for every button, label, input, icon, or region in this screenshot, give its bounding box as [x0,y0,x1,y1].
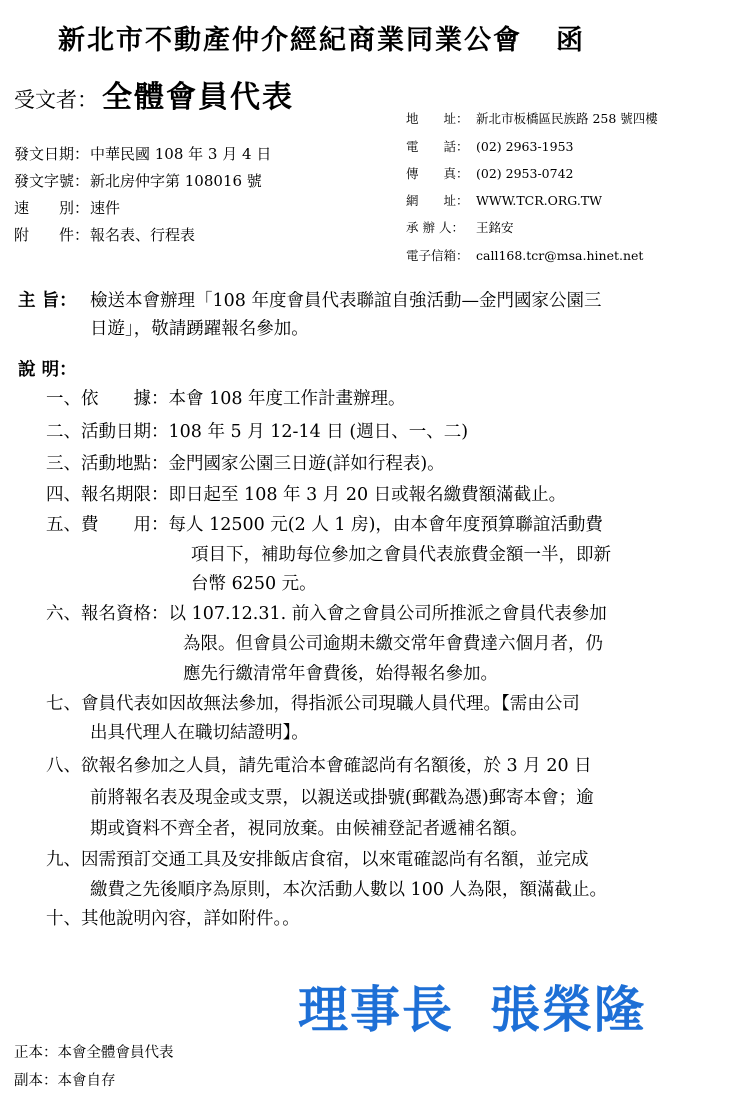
subject-label: 主 旨： [18,291,77,311]
item-eligibility-line-3: 應先行繳清常年會費後，始得報名參加。 [183,664,498,684]
item-booking: 九、因需預訂交通工具及安排飯店食宿，以來電確認尚有名額，並完成 [46,850,589,870]
distribution-original: 正本：本會全體會員代表 [14,1045,174,1061]
contact-fax: 傳 真： (02) 2953-0742 [406,166,574,181]
meta-speed: 速 別：速件 [14,199,121,217]
recipient-value: 全體會員代表 [102,80,294,115]
chairman-signature [298,970,646,1042]
distribution-copy: 副本：本會自存 [14,1073,116,1089]
item-event-date: 二、活動日期：108 年 5 月 12-14 日 (週日、一、二) [46,422,469,442]
subject-line-2: 日遊」，敬請踴躍報名參加。 [90,319,309,339]
organization-name: 新北市不動產仲介經紀商業同業公會 [58,25,522,56]
item-proxy: 七、會員代表如因故無法參加，得指派公司現職人員代理。【需由公司 [46,694,580,714]
item-eligibility-line-2: 為限。但會員公司逾期未繳交常年會費達六個月者，仍 [183,634,603,654]
item-proxy-line-2: 出具代理人在職切結證明】。 [90,723,309,743]
contact-handler: 承 辦 人： 王銘安 [406,220,514,235]
contact-address: 地 址： 新北市板橋區民族路 258 號四樓 [406,111,658,126]
letter-title [58,18,585,57]
signature-name: 張榮隆 [490,981,646,1039]
document-type: 函 [556,25,585,56]
item-deadline: 四、報名期限：即日起至 108 年 3 月 20 日或報名繳費額滿截止。 [46,485,567,505]
contact-website: 網 址： WWW.TCR.ORG.TW [406,193,602,208]
signature-title: 理事長 [298,981,454,1039]
item-fee-line-2: 項目下，補助每位參加之會員代表旅費金額一半，即新 [191,545,611,565]
item-eligibility: 六、報名資格：以 107.12.31. 前入會之會員公司所推派之會員代表參加 [46,604,607,624]
meta-doc-number: 發文字號：新北房仲字第 108016 號 [14,172,262,190]
item-fee: 五、費 用：每人 12500 元(2 人 1 房)，由本會年度預算聯誼活動費 [46,515,603,535]
item-event-location: 三、活動地點：金門國家公園三日遊(詳如行程表)。 [46,454,445,474]
item-fee-line-3: 台幣 6250 元。 [191,574,317,594]
recipient-label: 受文者： [14,88,98,112]
contact-phone: 電 話： (02) 2963-1953 [406,139,574,154]
explanation-label: 說 明： [18,360,77,380]
item-other: 十、其他說明內容，詳如附件。。 [46,909,300,929]
recipient-line [14,72,294,116]
subject-line-1: 檢送本會辦理「108 年度會員代表聯誼自強活動—金門國家公園三 [90,291,602,311]
item-basis: 一、依 據：本會 108 年度工作計畫辦理。 [46,389,406,409]
meta-attachment: 附 件：報名表、行程表 [14,226,196,244]
item-registration: 八、欲報名參加之人員，請先電洽本會確認尚有名額後，於 3 月 20 日 [46,756,592,776]
contact-email: 電子信箱： call168.tcr@msa.hinet.net [406,248,644,263]
meta-date: 發文日期：中華民國 108 年 3 月 4 日 [14,145,272,163]
item-registration-line-3: 期或資料不齊全者，視同放棄。由候補登記者遞補名額。 [90,819,528,839]
item-booking-line-2: 繳費之先後順序為原則，本次活動人數以 100 人為限，額滿截止。 [90,880,608,900]
item-registration-line-2: 前將報名表及現金或支票，以親送或掛號(郵戳為憑)郵寄本會；逾 [90,788,594,808]
